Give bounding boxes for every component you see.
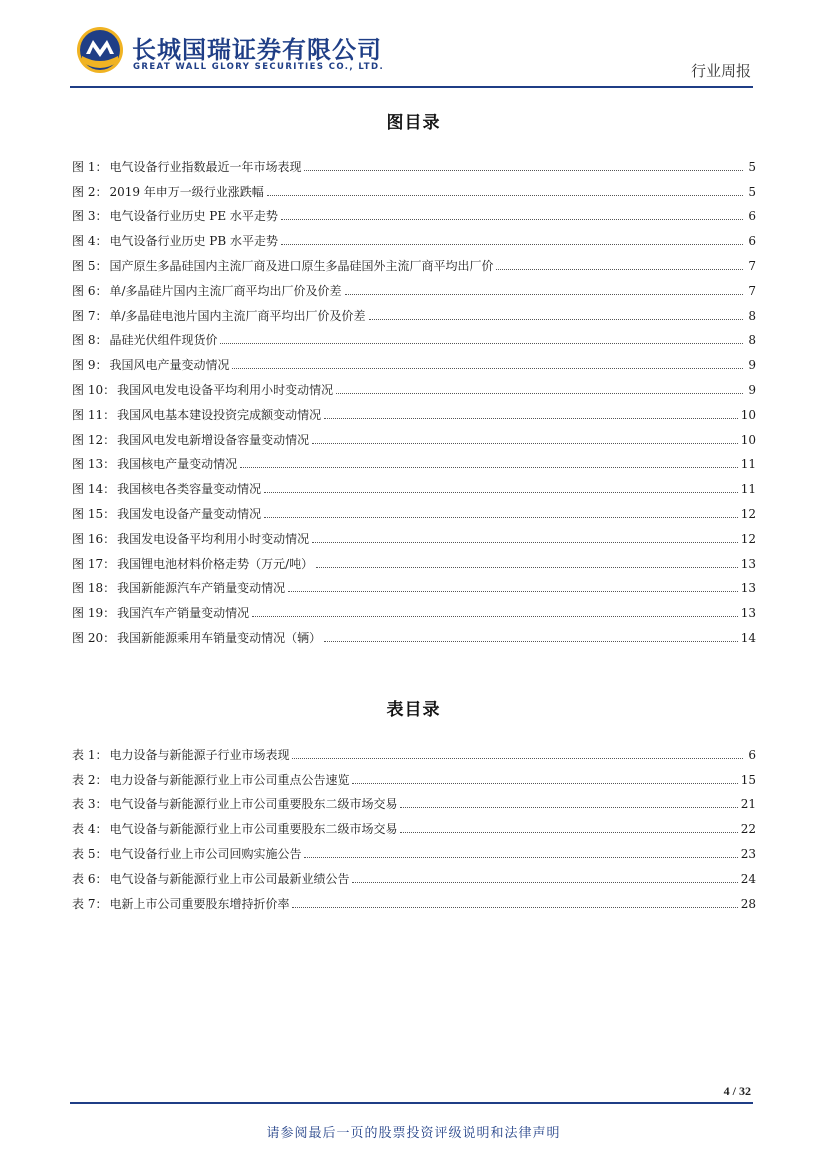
toc-entry-title: 电气设备行业上市公司回购实施公告 [109, 846, 302, 861]
toc-entry-page: 6 [748, 234, 756, 249]
toc-entry-page: 13 [740, 581, 756, 596]
toc-entry-label: 图 10： [72, 382, 116, 397]
toc-entry[interactable] [72, 373, 756, 398]
toc-entry-title: 我国风电产量变动情况 [109, 358, 230, 373]
toc-dot-leader [400, 831, 737, 833]
toc-entry-title: 国产原生多晶硅国内主流厂商及进口原生多晶硅国外主流厂商平均出厂价 [109, 258, 494, 273]
toc-entry-title: 2019 年申万一级行业涨跌幅 [109, 184, 264, 199]
toc-entry[interactable] [72, 812, 756, 837]
toc-entry[interactable] [72, 738, 756, 763]
toc-entry-label: 图 15： [72, 506, 116, 521]
toc-entry[interactable] [72, 497, 756, 522]
toc-entry-title: 电气设备行业历史 PB 水平走势 [109, 234, 278, 249]
toc-entry-title: 我国汽车产销量变动情况 [117, 606, 250, 621]
toc-entry[interactable] [72, 547, 756, 572]
toc-entry[interactable] [72, 299, 756, 324]
toc-entry[interactable] [72, 398, 756, 423]
toc-entry-page: 15 [740, 772, 756, 787]
toc-entry-title: 我国锂电池材料价格走势（万元/吨） [117, 556, 314, 571]
toc-entry-page: 14 [740, 630, 756, 645]
company-name-cn: 长城国瑞证券有限公司 [132, 36, 382, 64]
toc-dot-leader [304, 856, 737, 858]
toc-entry-label: 表 6： [72, 871, 108, 886]
toc-entry-label: 表 1： [72, 747, 108, 762]
toc-entry-title: 单/多晶硅电池片国内主流厂商平均出厂价及价差 [109, 308, 366, 323]
toc-dot-leader [336, 392, 743, 394]
toc-entry[interactable] [72, 887, 756, 912]
toc-entry[interactable] [72, 200, 756, 225]
toc-entry[interactable] [72, 472, 756, 497]
toc-entry-label: 表 2： [72, 772, 108, 787]
toc-entry-label: 图 2： [72, 184, 108, 199]
toc-entry-label: 图 6： [72, 283, 108, 298]
toc-dot-leader [316, 566, 738, 568]
toc-entry-page: 8 [748, 308, 756, 323]
toc-dot-leader [312, 541, 738, 543]
tables-toc-list [72, 738, 756, 912]
toc-entry-title: 电力设备与新能源行业上市公司重点公告速览 [109, 772, 350, 787]
toc-entry-title: 电气设备与新能源行业上市公司重要股东二级市场交易 [109, 822, 398, 837]
toc-dot-leader [220, 342, 743, 344]
toc-dot-leader [267, 194, 743, 196]
figures-toc-title: 图目录 [386, 113, 441, 133]
toc-entry-title: 单/多晶硅片国内主流厂商平均出厂价及价差 [109, 283, 342, 298]
toc-entry-page: 28 [740, 896, 756, 911]
toc-entry-title: 我国新能源乘用车销量变动情况（辆） [117, 630, 322, 645]
toc-entry-title: 电力设备与新能源子行业市场表现 [109, 747, 290, 762]
toc-dot-leader [369, 318, 744, 320]
toc-entry-label: 表 7： [72, 896, 108, 911]
toc-dot-leader [324, 417, 738, 419]
page-header [0, 0, 827, 92]
toc-entry-page: 23 [740, 846, 756, 861]
toc-entry-title: 我国发电设备产量变动情况 [117, 506, 262, 521]
toc-entry[interactable] [72, 150, 756, 175]
toc-entry-label: 表 4： [72, 822, 108, 837]
toc-entry-label: 表 5： [72, 846, 108, 861]
toc-entry[interactable] [72, 763, 756, 788]
toc-dot-leader [292, 757, 743, 759]
toc-dot-leader [352, 881, 737, 883]
toc-dot-leader [496, 268, 743, 270]
toc-entry-page: 12 [740, 506, 756, 521]
toc-entry-title: 我国新能源汽车产销量变动情况 [117, 581, 286, 596]
toc-entry-label: 图 20： [72, 630, 116, 645]
footer-disclaimer: 请参阅最后一页的股票投资评级说明和法律声明 [266, 1126, 561, 1141]
toc-entry-title: 我国发电设备平均利用小时变动情况 [117, 531, 310, 546]
toc-entry-page: 8 [748, 333, 756, 348]
toc-entry-label: 图 4： [72, 234, 108, 249]
toc-dot-leader [400, 806, 737, 808]
toc-entry-page: 22 [740, 822, 756, 837]
toc-entry-page: 7 [748, 258, 756, 273]
toc-entry[interactable] [72, 423, 756, 448]
report-type: 行业周报 [690, 62, 751, 80]
toc-entry-title: 电气设备行业历史 PE 水平走势 [109, 209, 278, 224]
toc-entry-label: 表 3： [72, 797, 108, 812]
toc-entry-page: 7 [748, 283, 756, 298]
toc-entry[interactable] [72, 788, 756, 813]
toc-entry-title: 我国风电发电设备平均利用小时变动情况 [117, 382, 334, 397]
toc-dot-leader [324, 640, 738, 642]
company-logo-icon [76, 26, 124, 74]
page-number: 4 / 32 [723, 1084, 751, 1098]
header-divider [70, 86, 753, 88]
toc-dot-leader [252, 615, 738, 617]
toc-dot-leader [292, 906, 737, 908]
toc-entry[interactable] [72, 175, 756, 200]
toc-entry[interactable] [72, 348, 756, 373]
toc-entry-page: 9 [748, 358, 756, 373]
toc-entry-page: 5 [748, 159, 756, 174]
toc-entry-title: 电气设备与新能源行业上市公司重要股东二级市场交易 [109, 797, 398, 812]
toc-entry-title: 电新上市公司重要股东增持折价率 [109, 896, 290, 911]
toc-entry-title: 我国风电基本建设投资完成额变动情况 [117, 407, 322, 422]
toc-dot-leader [232, 367, 743, 369]
toc-dot-leader [345, 293, 744, 295]
toc-entry-page: 5 [748, 184, 756, 199]
toc-dot-leader [304, 169, 743, 171]
toc-entry-page: 13 [740, 606, 756, 621]
toc-entry-label: 图 9： [72, 358, 108, 373]
toc-dot-leader [240, 466, 738, 468]
toc-entry-page: 11 [740, 457, 756, 472]
toc-entry-label: 图 16： [72, 531, 116, 546]
toc-entry-title: 我国核电各类容量变动情况 [117, 482, 262, 497]
footer-divider [70, 1102, 753, 1104]
toc-entry-label: 图 11： [72, 407, 116, 422]
toc-entry-page: 13 [740, 556, 756, 571]
toc-entry-label: 图 17： [72, 556, 116, 571]
toc-entry-page: 11 [740, 482, 756, 497]
toc-entry-label: 图 18： [72, 581, 116, 596]
toc-entry-page: 12 [740, 531, 756, 546]
toc-entry-page: 10 [740, 432, 756, 447]
toc-entry-label: 图 14： [72, 482, 116, 497]
toc-entry[interactable] [72, 862, 756, 887]
toc-entry-page: 21 [740, 797, 756, 812]
toc-entry-label: 图 1： [72, 159, 108, 174]
toc-entry-page: 6 [748, 209, 756, 224]
toc-entry-label: 图 19： [72, 606, 116, 621]
toc-entry[interactable] [72, 224, 756, 249]
toc-entry[interactable] [72, 572, 756, 597]
toc-entry-page: 9 [748, 382, 756, 397]
toc-entry-label: 图 5： [72, 258, 108, 273]
toc-entry-page: 10 [740, 407, 756, 422]
toc-entry[interactable] [72, 249, 756, 274]
toc-entry[interactable] [72, 448, 756, 473]
toc-entry[interactable] [72, 324, 756, 349]
toc-dot-leader [281, 243, 743, 245]
toc-dot-leader [312, 442, 738, 444]
toc-dot-leader [288, 590, 738, 592]
toc-entry-page: 24 [740, 871, 756, 886]
toc-entry-label: 图 3： [72, 209, 108, 224]
toc-entry[interactable] [72, 837, 756, 862]
toc-entry-title: 我国风电发电新增设备容量变动情况 [117, 432, 310, 447]
toc-entry-title: 我国核电产量变动情况 [117, 457, 238, 472]
toc-dot-leader [264, 491, 738, 493]
toc-entry[interactable] [72, 621, 756, 646]
toc-dot-leader [264, 516, 738, 518]
toc-dot-leader [352, 782, 737, 784]
toc-entry-label: 图 13： [72, 457, 116, 472]
figures-toc-list [72, 150, 756, 646]
toc-entry-label: 图 8： [72, 333, 108, 348]
toc-entry-title: 电气设备与新能源行业上市公司最新业绩公告 [109, 871, 350, 886]
toc-entry-title: 晶硅光伏组件现货价 [109, 333, 218, 348]
tables-toc-title: 表目录 [386, 700, 441, 720]
toc-entry[interactable] [72, 274, 756, 299]
toc-entry-page: 6 [748, 747, 756, 762]
toc-entry-title: 电气设备行业指数最近一年市场表现 [109, 159, 302, 174]
toc-entry[interactable] [72, 522, 756, 547]
toc-entry-label: 图 7： [72, 308, 108, 323]
company-name-en: GREAT WALL GLORY SECURITIES CO., LTD. [133, 62, 385, 72]
toc-dot-leader [281, 218, 743, 220]
toc-entry[interactable] [72, 596, 756, 621]
toc-entry-label: 图 12： [72, 432, 116, 447]
